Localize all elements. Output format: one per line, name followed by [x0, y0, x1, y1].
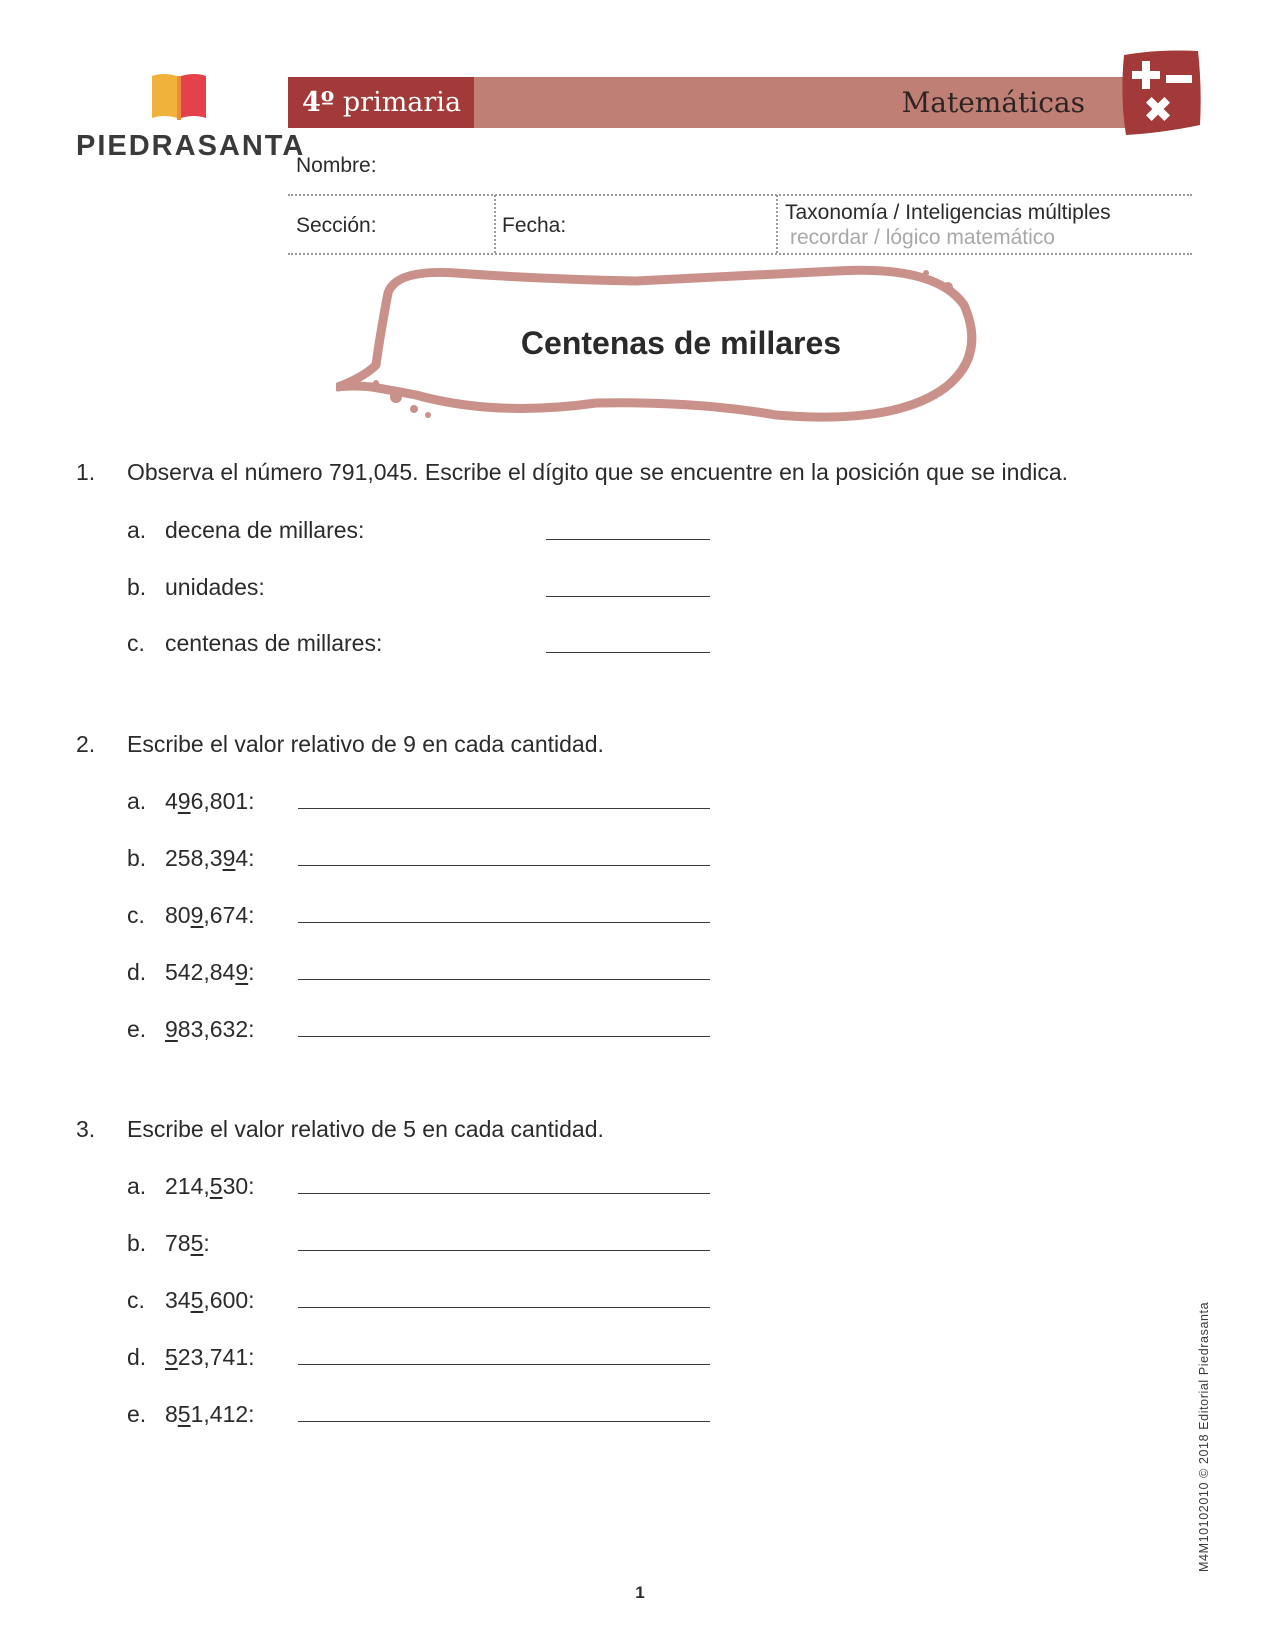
quantity-text: 851,412: [165, 1401, 255, 1427]
target-digit: 5 [190, 1287, 204, 1313]
answer-line[interactable] [546, 596, 710, 597]
item-text: centenas de millares: [165, 630, 383, 656]
divider [288, 194, 1192, 196]
divider [776, 195, 778, 253]
taxonomy-value: recordar / lógico matemático [790, 226, 1055, 249]
item-letter: c. [127, 902, 145, 928]
question-text: Escribe el valor relativo de 5 en cada cantidad. [127, 1116, 604, 1142]
quantity-text: 258,394: [165, 845, 255, 871]
piedrasanta-logo-icon [150, 72, 208, 124]
quantity-text: 809,674: [165, 902, 255, 928]
divider [494, 195, 496, 253]
answer-line[interactable] [298, 979, 710, 980]
answer-line[interactable] [298, 865, 710, 866]
item-text: unidades: [165, 574, 265, 600]
date-field-label: Fecha: [502, 214, 567, 237]
question-number: 1. [76, 459, 96, 485]
taxonomy-label: Taxonomía / Inteligencias múltiples [785, 201, 1111, 224]
math-operations-icon [1118, 47, 1204, 139]
subject-title: Matemáticas [901, 86, 1085, 119]
answer-line[interactable] [298, 1193, 710, 1194]
item-letter: d. [127, 959, 147, 985]
item-letter: b. [127, 845, 147, 871]
target-digit: 5 [190, 1230, 204, 1256]
quantity-text: 496,801: [165, 788, 255, 814]
quantity-text: 214,530: [165, 1173, 255, 1199]
quantity-text: 542,849: [165, 959, 255, 985]
question-number: 2. [76, 731, 96, 757]
answer-line[interactable] [298, 1250, 710, 1251]
item-letter: c. [127, 1287, 145, 1313]
divider [288, 253, 1192, 255]
answer-line[interactable] [546, 652, 710, 653]
page-number: 1 [635, 1583, 645, 1602]
target-digit: 5 [177, 1401, 191, 1427]
item-letter: b. [127, 1230, 147, 1256]
brand-name: PIEDRASANTA [76, 130, 306, 162]
target-digit: 9 [222, 845, 236, 871]
quantity-text: 983,632: [165, 1016, 255, 1042]
grade-suffix: primaria [334, 87, 462, 118]
grade-label [288, 77, 474, 128]
name-field-label: Nombre: [296, 154, 377, 177]
target-digit: 9 [177, 788, 191, 814]
copyright-credit: M4M10102010 © 2018 Editorial Piedrasanta [1197, 1301, 1211, 1572]
item-letter: e. [127, 1401, 147, 1427]
section-field-label: Sección: [296, 214, 377, 237]
target-digit: 9 [190, 902, 204, 928]
item-letter: d. [127, 1344, 147, 1370]
grade-number: 4º [302, 87, 335, 118]
target-digit: 5 [209, 1173, 223, 1199]
answer-line[interactable] [298, 1307, 710, 1308]
question-text: Escribe el valor relativo de 9 en cada cantidad. [127, 731, 604, 757]
item-text: decena de millares: [165, 517, 365, 543]
answer-line[interactable] [298, 922, 710, 923]
quantity-text: 785: [165, 1230, 210, 1256]
question-number: 3. [76, 1116, 96, 1142]
item-letter: a. [127, 1173, 147, 1199]
target-digit: 9 [235, 959, 249, 985]
answer-line[interactable] [298, 808, 710, 809]
item-letter: a. [127, 517, 147, 543]
item-letter: e. [127, 1016, 147, 1042]
worksheet-title: Centenas de millares [520, 325, 842, 361]
quantity-text: 523,741: [165, 1344, 255, 1370]
target-digit: 5 [165, 1344, 178, 1370]
item-letter: b. [127, 574, 147, 600]
question-text: Observa el número 791,045. Escribe el dígito que se encuentre en la posición que se indica. [127, 459, 1069, 485]
answer-line[interactable] [546, 539, 710, 540]
quantity-text: 345,600: [165, 1287, 255, 1313]
item-letter: a. [127, 788, 147, 814]
answer-line[interactable] [298, 1036, 710, 1037]
item-letter: c. [127, 630, 145, 656]
answer-line[interactable] [298, 1364, 710, 1365]
target-digit: 9 [165, 1016, 178, 1042]
answer-line[interactable] [298, 1421, 710, 1422]
